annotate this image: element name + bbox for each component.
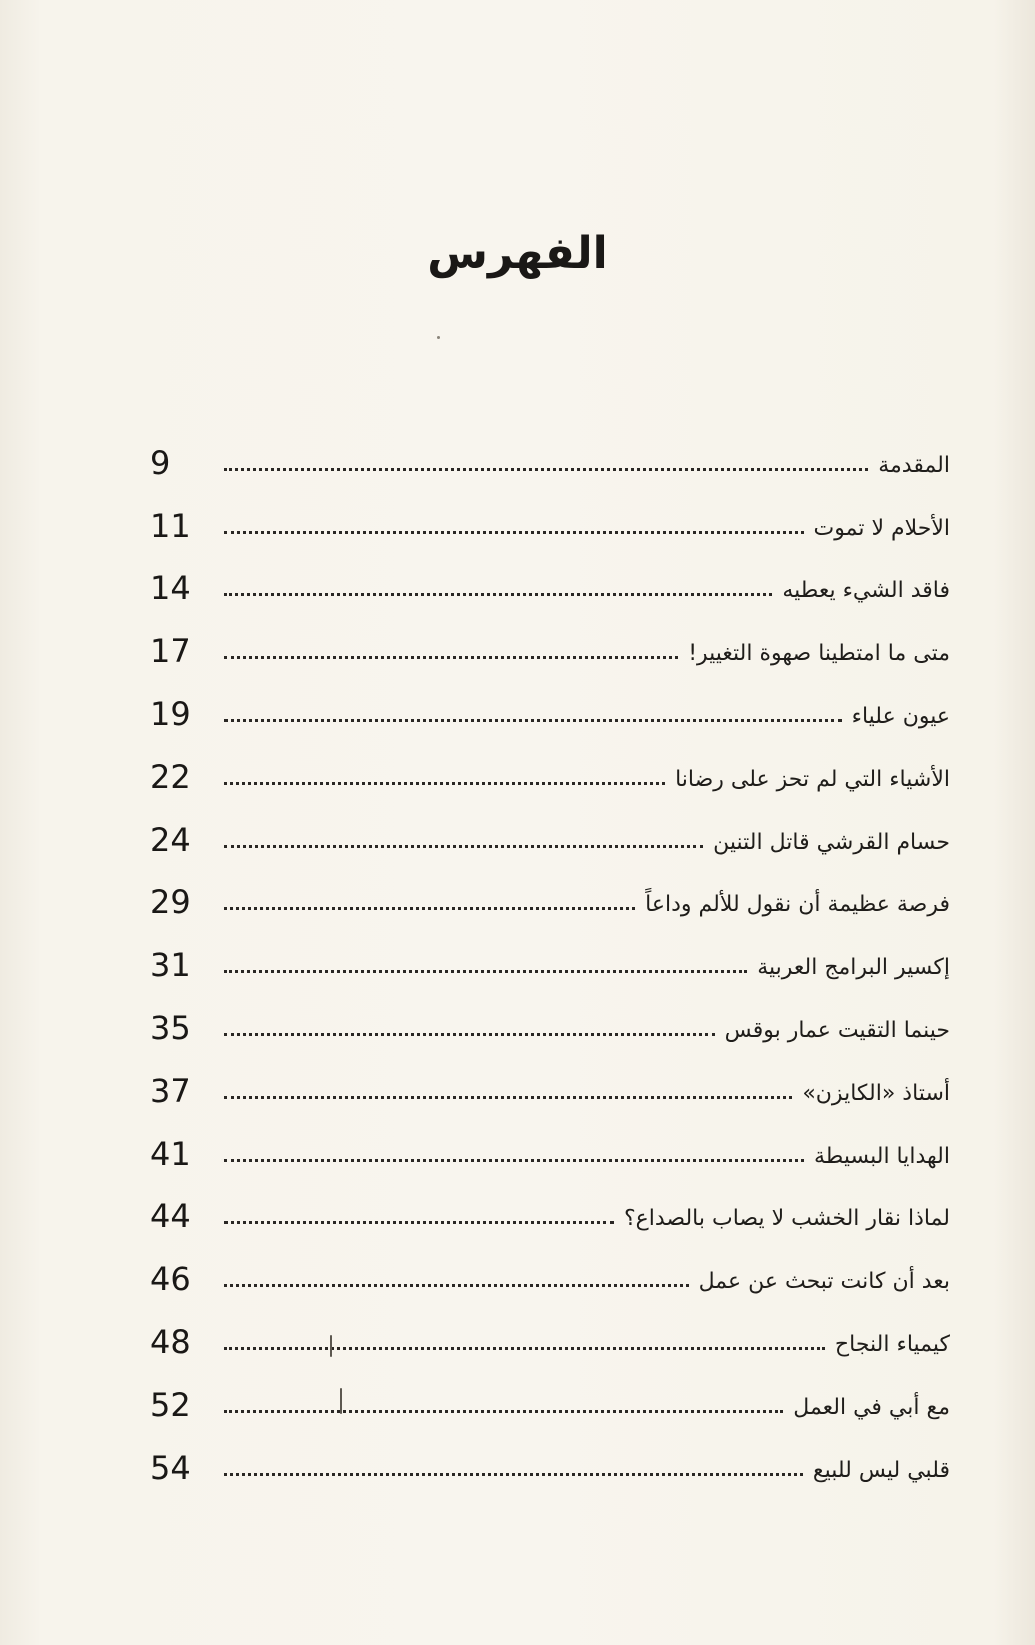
toc-entry-title: فاقد الشيء يعطيه <box>782 578 950 604</box>
toc-entry <box>150 922 950 985</box>
pencil-mark <box>330 1335 332 1357</box>
toc-entry <box>150 420 950 483</box>
pencil-mark <box>340 1388 342 1414</box>
toc-entry <box>150 1174 950 1237</box>
toc-entry-page: 44 <box>150 1197 191 1236</box>
dot-leader <box>224 1220 614 1224</box>
toc-entry-page: 37 <box>150 1071 191 1110</box>
dot-leader <box>224 655 678 659</box>
toc-entry-page: 22 <box>150 757 191 796</box>
dot-leader <box>224 1346 825 1350</box>
toc-entry-page: 52 <box>150 1385 191 1424</box>
toc-entry-page: 14 <box>150 569 191 608</box>
toc-entry-title: فرصة عظيمة أن نقول للألم وداعاً <box>645 892 950 918</box>
toc-entry-title: الهدايا البسيطة <box>814 1143 950 1169</box>
toc-entry-page: 9 <box>150 443 171 482</box>
toc-entry-page: 11 <box>150 506 191 545</box>
toc-entry-title: الأشياء التي لم تحز على رضانا <box>675 766 950 792</box>
toc-entry <box>150 1299 950 1362</box>
dot-leader <box>224 1032 715 1036</box>
toc-entry <box>150 1425 950 1488</box>
dot-leader <box>224 1472 803 1476</box>
toc-entry <box>150 985 950 1048</box>
dot-leader <box>224 1283 689 1287</box>
toc-entry-page: 48 <box>150 1322 191 1361</box>
dot-leader <box>224 1158 804 1162</box>
dot-leader <box>224 844 703 848</box>
toc-entry-title: عيون علياء <box>851 703 950 729</box>
toc-entry <box>150 1236 950 1299</box>
toc-entry-page: 29 <box>150 883 191 922</box>
dot-leader <box>224 1409 783 1413</box>
table-of-contents <box>150 420 950 1488</box>
toc-entry-title: إكسير البرامج العربية <box>757 955 950 981</box>
toc-entry-page: 35 <box>150 1008 191 1047</box>
toc-entry-title: المقدمة <box>878 452 950 478</box>
toc-entry-title: الأحلام لا تموت <box>813 515 950 541</box>
toc-entry-title: لماذا نقار الخشب لا يصاب بالصداع؟ <box>623 1206 950 1232</box>
dot-leader <box>224 781 665 785</box>
toc-entry <box>150 608 950 671</box>
toc-entry-title: حينما التقيت عمار بوقس <box>724 1017 950 1043</box>
dot-leader <box>224 467 868 471</box>
paper-speck <box>437 336 440 339</box>
toc-entry-title: حسام القرشي قاتل التنين <box>713 829 950 855</box>
dot-leader <box>224 906 635 910</box>
toc-entry <box>150 734 950 797</box>
toc-entry-page: 19 <box>150 694 191 733</box>
dot-leader <box>224 718 842 722</box>
toc-entry-page: 24 <box>150 820 191 859</box>
toc-entry-title: أستاذ «الكايزن» <box>802 1080 950 1106</box>
toc-entry-title: مع أبي في العمل <box>793 1394 950 1420</box>
toc-entry-page: 17 <box>150 632 191 671</box>
dot-leader <box>224 969 747 973</box>
dot-leader <box>224 592 772 596</box>
dot-leader <box>224 1095 792 1099</box>
toc-entry <box>150 1048 950 1111</box>
toc-entry <box>150 1362 950 1425</box>
dot-leader <box>224 530 804 534</box>
toc-entry-title: قلبي ليس للبيع <box>812 1457 950 1483</box>
toc-entry <box>150 671 950 734</box>
toc-entry-page: 41 <box>150 1134 191 1173</box>
toc-entry <box>150 797 950 860</box>
toc-entry <box>150 546 950 609</box>
toc-entry-page: 54 <box>150 1448 191 1487</box>
toc-entry <box>150 860 950 923</box>
page-title: الفهرس <box>427 228 608 279</box>
toc-entry <box>150 1111 950 1174</box>
toc-entry-title: بعد أن كانت تبحث عن عمل <box>698 1269 950 1295</box>
toc-entry-page: 31 <box>150 946 191 985</box>
toc-entry <box>150 483 950 546</box>
toc-entry-title: متى ما امتطينا صهوة التغيير! <box>688 641 950 667</box>
toc-entry-page: 46 <box>150 1260 191 1299</box>
toc-entry-title: كيمياء النجاح <box>834 1331 950 1357</box>
